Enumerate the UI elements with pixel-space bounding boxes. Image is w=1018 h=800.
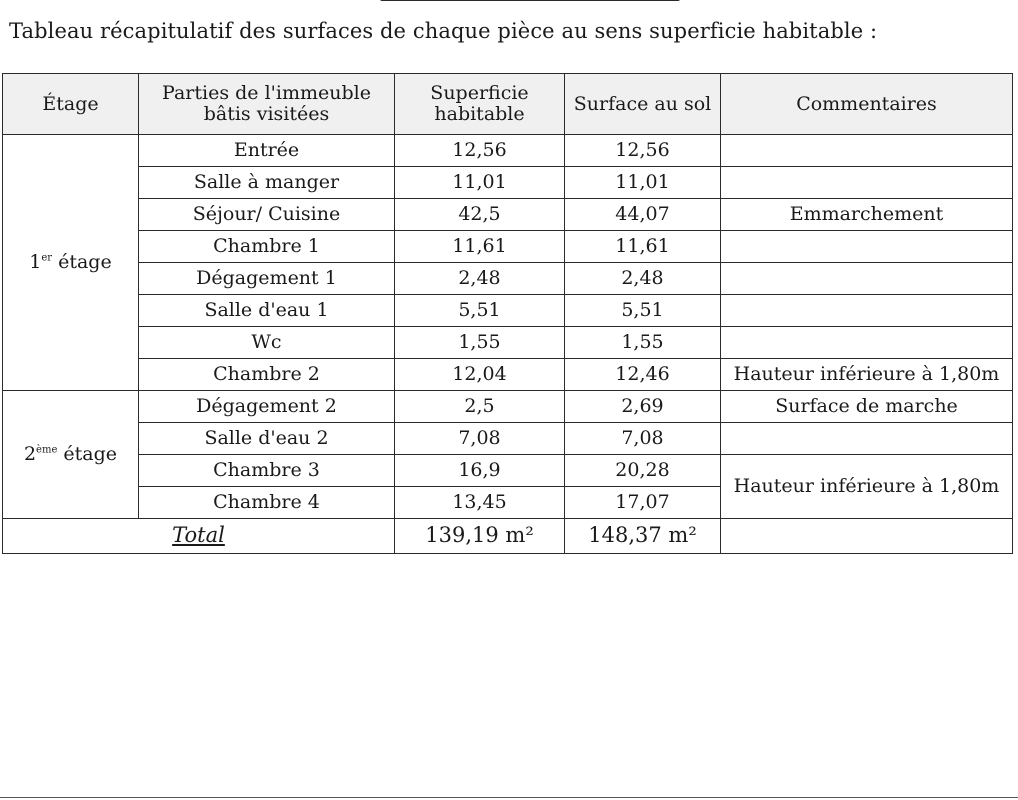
sol-cell: 12,46 (565, 359, 721, 391)
habitable-cell: 16,9 (395, 455, 565, 487)
comment-cell (721, 263, 1013, 295)
header-parties-line1: Parties de l'immeuble (162, 82, 371, 105)
table-row (3, 359, 1013, 391)
table-row (3, 295, 1013, 327)
header-surface-sol: Surface au sol (565, 74, 721, 135)
comment-cell (721, 327, 1013, 359)
sol-cell: 1,55 (565, 327, 721, 359)
total-habitable: 139,19 m² (395, 519, 565, 554)
habitable-cell: 42,5 (395, 199, 565, 231)
header-superficie-line1: Superficie (430, 82, 529, 105)
header-parties-line2: bâtis visitées (203, 103, 330, 125)
comment-cell (721, 295, 1013, 327)
habitable-cell: 11,61 (395, 231, 565, 263)
comment-cell (721, 135, 1013, 167)
table-row (3, 327, 1013, 359)
total-row (3, 519, 1013, 554)
sol-cell: 2,69 (565, 391, 721, 423)
habitable-cell: 12,56 (395, 135, 565, 167)
comment-cell: Surface de marche (721, 391, 1013, 423)
piece-cell: Séjour/ Cuisine (139, 199, 395, 231)
habitable-cell: 11,01 (395, 167, 565, 199)
habitable-cell: 1,55 (395, 327, 565, 359)
comment-cell: Hauteur inférieure à 1,80m (721, 359, 1013, 391)
table-row (3, 455, 1013, 487)
total-sol: 148,37 m² (565, 519, 721, 554)
piece-cell: Dégagement 1 (139, 263, 395, 295)
habitable-cell: 2,5 (395, 391, 565, 423)
total-label: Total (172, 523, 225, 548)
sol-cell: 7,08 (565, 423, 721, 455)
piece-cell: Chambre 1 (139, 231, 395, 263)
cut-off-previous-line (380, 0, 680, 5)
comment-cell (721, 423, 1013, 455)
header-superficie-habitable (395, 74, 565, 135)
header-commentaires: Commentaires (721, 74, 1013, 135)
habitable-cell: 12,04 (395, 359, 565, 391)
header-etage: Étage (3, 74, 139, 135)
table-row (3, 199, 1013, 231)
piece-cell: Chambre 4 (139, 487, 395, 519)
floor-suffix: ème (36, 444, 58, 456)
floor-cell-2 (3, 391, 139, 519)
comment-cell (721, 167, 1013, 199)
header-parties (139, 74, 395, 135)
comment-cell: Emmarchement (721, 199, 1013, 231)
sol-cell: 12,56 (565, 135, 721, 167)
sol-cell: 44,07 (565, 199, 721, 231)
sol-cell: 2,48 (565, 263, 721, 295)
bottom-rule (0, 797, 1018, 798)
habitable-cell: 5,51 (395, 295, 565, 327)
piece-cell: Chambre 3 (139, 455, 395, 487)
floor-rest: étage (52, 251, 112, 274)
table-row (3, 391, 1013, 423)
header-superficie-line2: habitable (434, 103, 525, 125)
piece-cell: Salle à manger (139, 167, 395, 199)
piece-cell: Wc (139, 327, 395, 359)
sol-cell: 11,01 (565, 167, 721, 199)
habitable-cell: 13,45 (395, 487, 565, 519)
floor-suffix: er (41, 252, 53, 264)
piece-cell: Chambre 2 (139, 359, 395, 391)
sol-cell: 20,28 (565, 455, 721, 487)
sol-cell: 17,07 (565, 487, 721, 519)
piece-cell: Entrée (139, 135, 395, 167)
document-title: Tableau récapitulatif des surfaces de chaque pièce au sens superficie habitable : (9, 19, 878, 43)
piece-cell: Dégagement 2 (139, 391, 395, 423)
piece-cell: Salle d'eau 1 (139, 295, 395, 327)
table-header-row (3, 74, 1013, 135)
table-row (3, 423, 1013, 455)
total-label-cell (3, 519, 395, 554)
table-row (3, 231, 1013, 263)
piece-cell: Salle d'eau 2 (139, 423, 395, 455)
table-row (3, 167, 1013, 199)
floor-cell-1 (3, 135, 139, 391)
table-row (3, 135, 1013, 167)
habitable-cell: 7,08 (395, 423, 565, 455)
comment-cell (721, 231, 1013, 263)
total-comment (721, 519, 1013, 554)
table-row (3, 263, 1013, 295)
habitable-cell: 2,48 (395, 263, 565, 295)
floor-label: 1 (29, 251, 42, 274)
floor-label: 2 (23, 443, 37, 466)
surfaces-table (2, 73, 1013, 554)
comment-cell: Hauteur inférieure à 1,80m (721, 455, 1013, 519)
sol-cell: 5,51 (565, 295, 721, 327)
floor-rest: étage (57, 443, 118, 466)
sol-cell: 11,61 (565, 231, 721, 263)
